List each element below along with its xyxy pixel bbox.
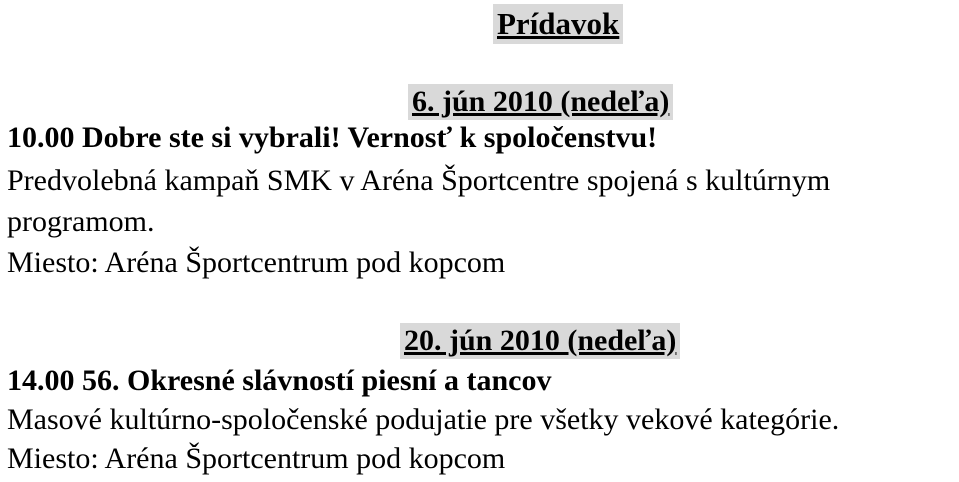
event-2-location-value: Aréna Športcentrum pod kopcom: [104, 442, 506, 475]
event-1-location-value: Aréna Športcentrum pod kopcom: [104, 246, 506, 279]
event-1-description-line-2: programom.: [7, 205, 155, 238]
event-2-location-label: Miesto:: [7, 442, 99, 475]
event-2-date: 20. jún 2010 (nedeľa): [400, 323, 680, 359]
event-1-location: [7, 245, 505, 281]
event-1-date: 6. jún 2010 (nedeľa): [408, 84, 673, 120]
event-2-location: [7, 441, 505, 477]
event-1-title: 10.00 Dobre ste si vybrali! Vernosť k spoločenstvu!: [7, 121, 658, 154]
event-1-description-line-1: Predvolebná kampaň SMK v Aréna Športcentre spojená s kultúrnym: [7, 164, 831, 197]
event-2-description-line-1: Masové kultúrno-spoločenské podujatie pre všetky vekové kategórie.: [7, 403, 840, 436]
event-1-location-label: Miesto:: [7, 246, 99, 279]
page-title: Prídavok: [493, 4, 623, 44]
event-2-title: 14.00 56. Okresné slávností piesní a tancov: [7, 364, 552, 397]
